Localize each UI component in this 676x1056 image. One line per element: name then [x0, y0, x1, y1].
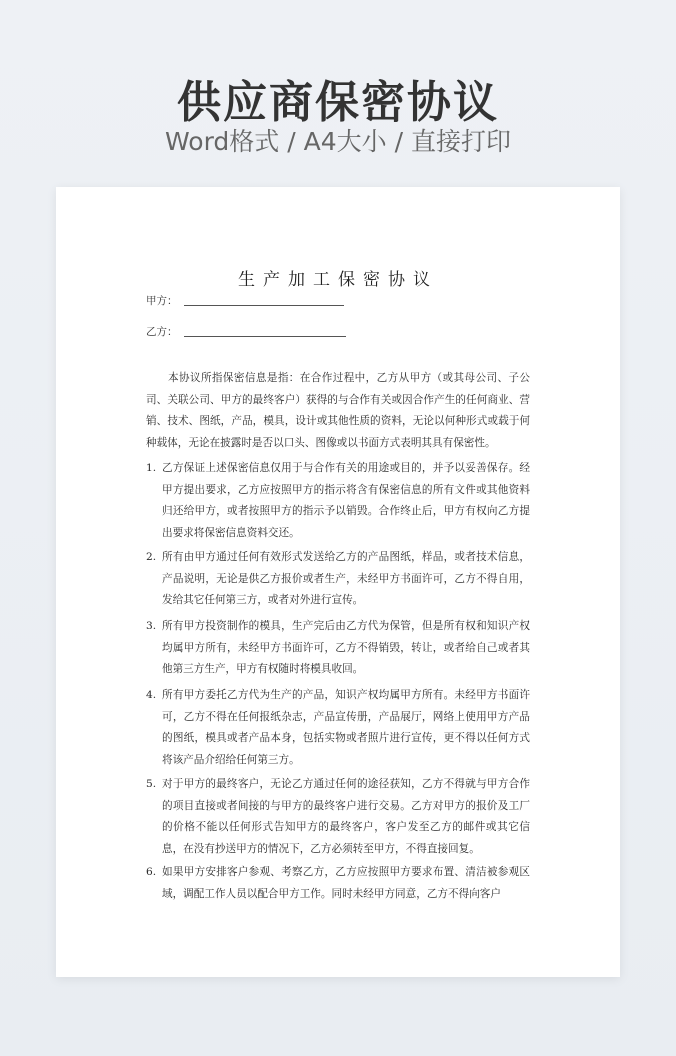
clause-number: 2.	[146, 551, 157, 563]
party-b-field	[146, 324, 346, 339]
clause-text: 如果甲方安排客户参观、考察乙方，乙方应按照甲方要求布置、清洁被参观区域，调配工作人员以配合甲方工作。同时未经甲方同意，乙方不得向客户	[162, 866, 530, 900]
clause-number: 6.	[146, 866, 157, 878]
clause-number: 4.	[146, 689, 157, 701]
clause-3	[146, 616, 530, 681]
clause-text: 对于甲方的最终客户，无论乙方通过任何的途径获知，乙方不得就与甲方合作的项目直接或者间接的与甲方的最终客户进行交易。乙方对甲方的报价及工厂的价格不能以任何形式告知甲方的最终客户，客户发至乙方的邮件或其它信息，在没有抄送甲方的情况下，乙方必须转至甲方，不得直接回复。	[162, 778, 530, 855]
clause-1	[146, 458, 530, 544]
clause-5	[146, 774, 530, 860]
intro-paragraph: 本协议所指保密信息是指：在合作过程中，乙方从甲方（或其母公司、子公司、关联公司、甲方的最终客户）获得的与合作有关或因合作产生的任何商业、营销、技术、图纸，产品，模具，设计或其他性质的资料，无论以何种形式或载于何种载体，无论在披露时是否以口头、图像或以书面方式表明其具有保密性。	[146, 372, 530, 449]
clause-4	[146, 685, 530, 771]
clause-number: 3.	[146, 620, 157, 632]
clause-text: 所有甲方委托乙方代为生产的产品，知识产权均属甲方所有。未经甲方书面许可，乙方不得在任何报纸杂志，产品宣传册，产品展厅，网络上使用甲方产品的图纸，模具或者产品本身，包括实物或者照片进行宣传，更不得以任何方式将该产品介绍给任何第三方。	[162, 689, 530, 766]
clause-2	[146, 547, 530, 612]
clause-6	[146, 862, 530, 905]
banner-title: 供应商保密协议	[177, 77, 499, 128]
party-b-blank-line	[184, 336, 346, 337]
clause-text: 所有甲方投资制作的模具，生产完后由乙方代为保管，但是所有权和知识产权均属甲方所有，未经甲方书面许可，乙方不得销毁，转让，或者给自己或者其他第三方生产，甲方有权随时将模具收回。	[162, 620, 530, 676]
party-a-field	[146, 293, 344, 308]
clause-number: 1.	[146, 462, 157, 474]
party-a-label: 甲方：	[146, 295, 178, 307]
clause-text: 乙方保证上述保密信息仅用于与合作有关的用途或目的，并予以妥善保存。经甲方提出要求，乙方应按照甲方的指示将含有保密信息的所有文件或其他资料归还给甲方，或者按照甲方的指示予以销毁。合作终止后，甲方有权向乙方提出要求将保密信息资料交还。	[162, 462, 530, 539]
banner-subtitle: Word格式 / A4大小 / 直接打印	[165, 127, 511, 156]
document-title: 生产加工保密协议	[238, 270, 438, 290]
clause-number: 5.	[146, 778, 157, 790]
party-b-label: 乙方：	[146, 326, 178, 338]
document-page	[56, 187, 620, 977]
clause-text: 所有由甲方通过任何有效形式发送给乙方的产品图纸，样品，或者技术信息，产品说明，无论是供乙方报价或者生产，未经甲方书面许可，乙方不得自用，发给其它任何第三方，或者对外进行宣传。	[162, 551, 530, 607]
party-a-blank-line	[184, 305, 344, 306]
